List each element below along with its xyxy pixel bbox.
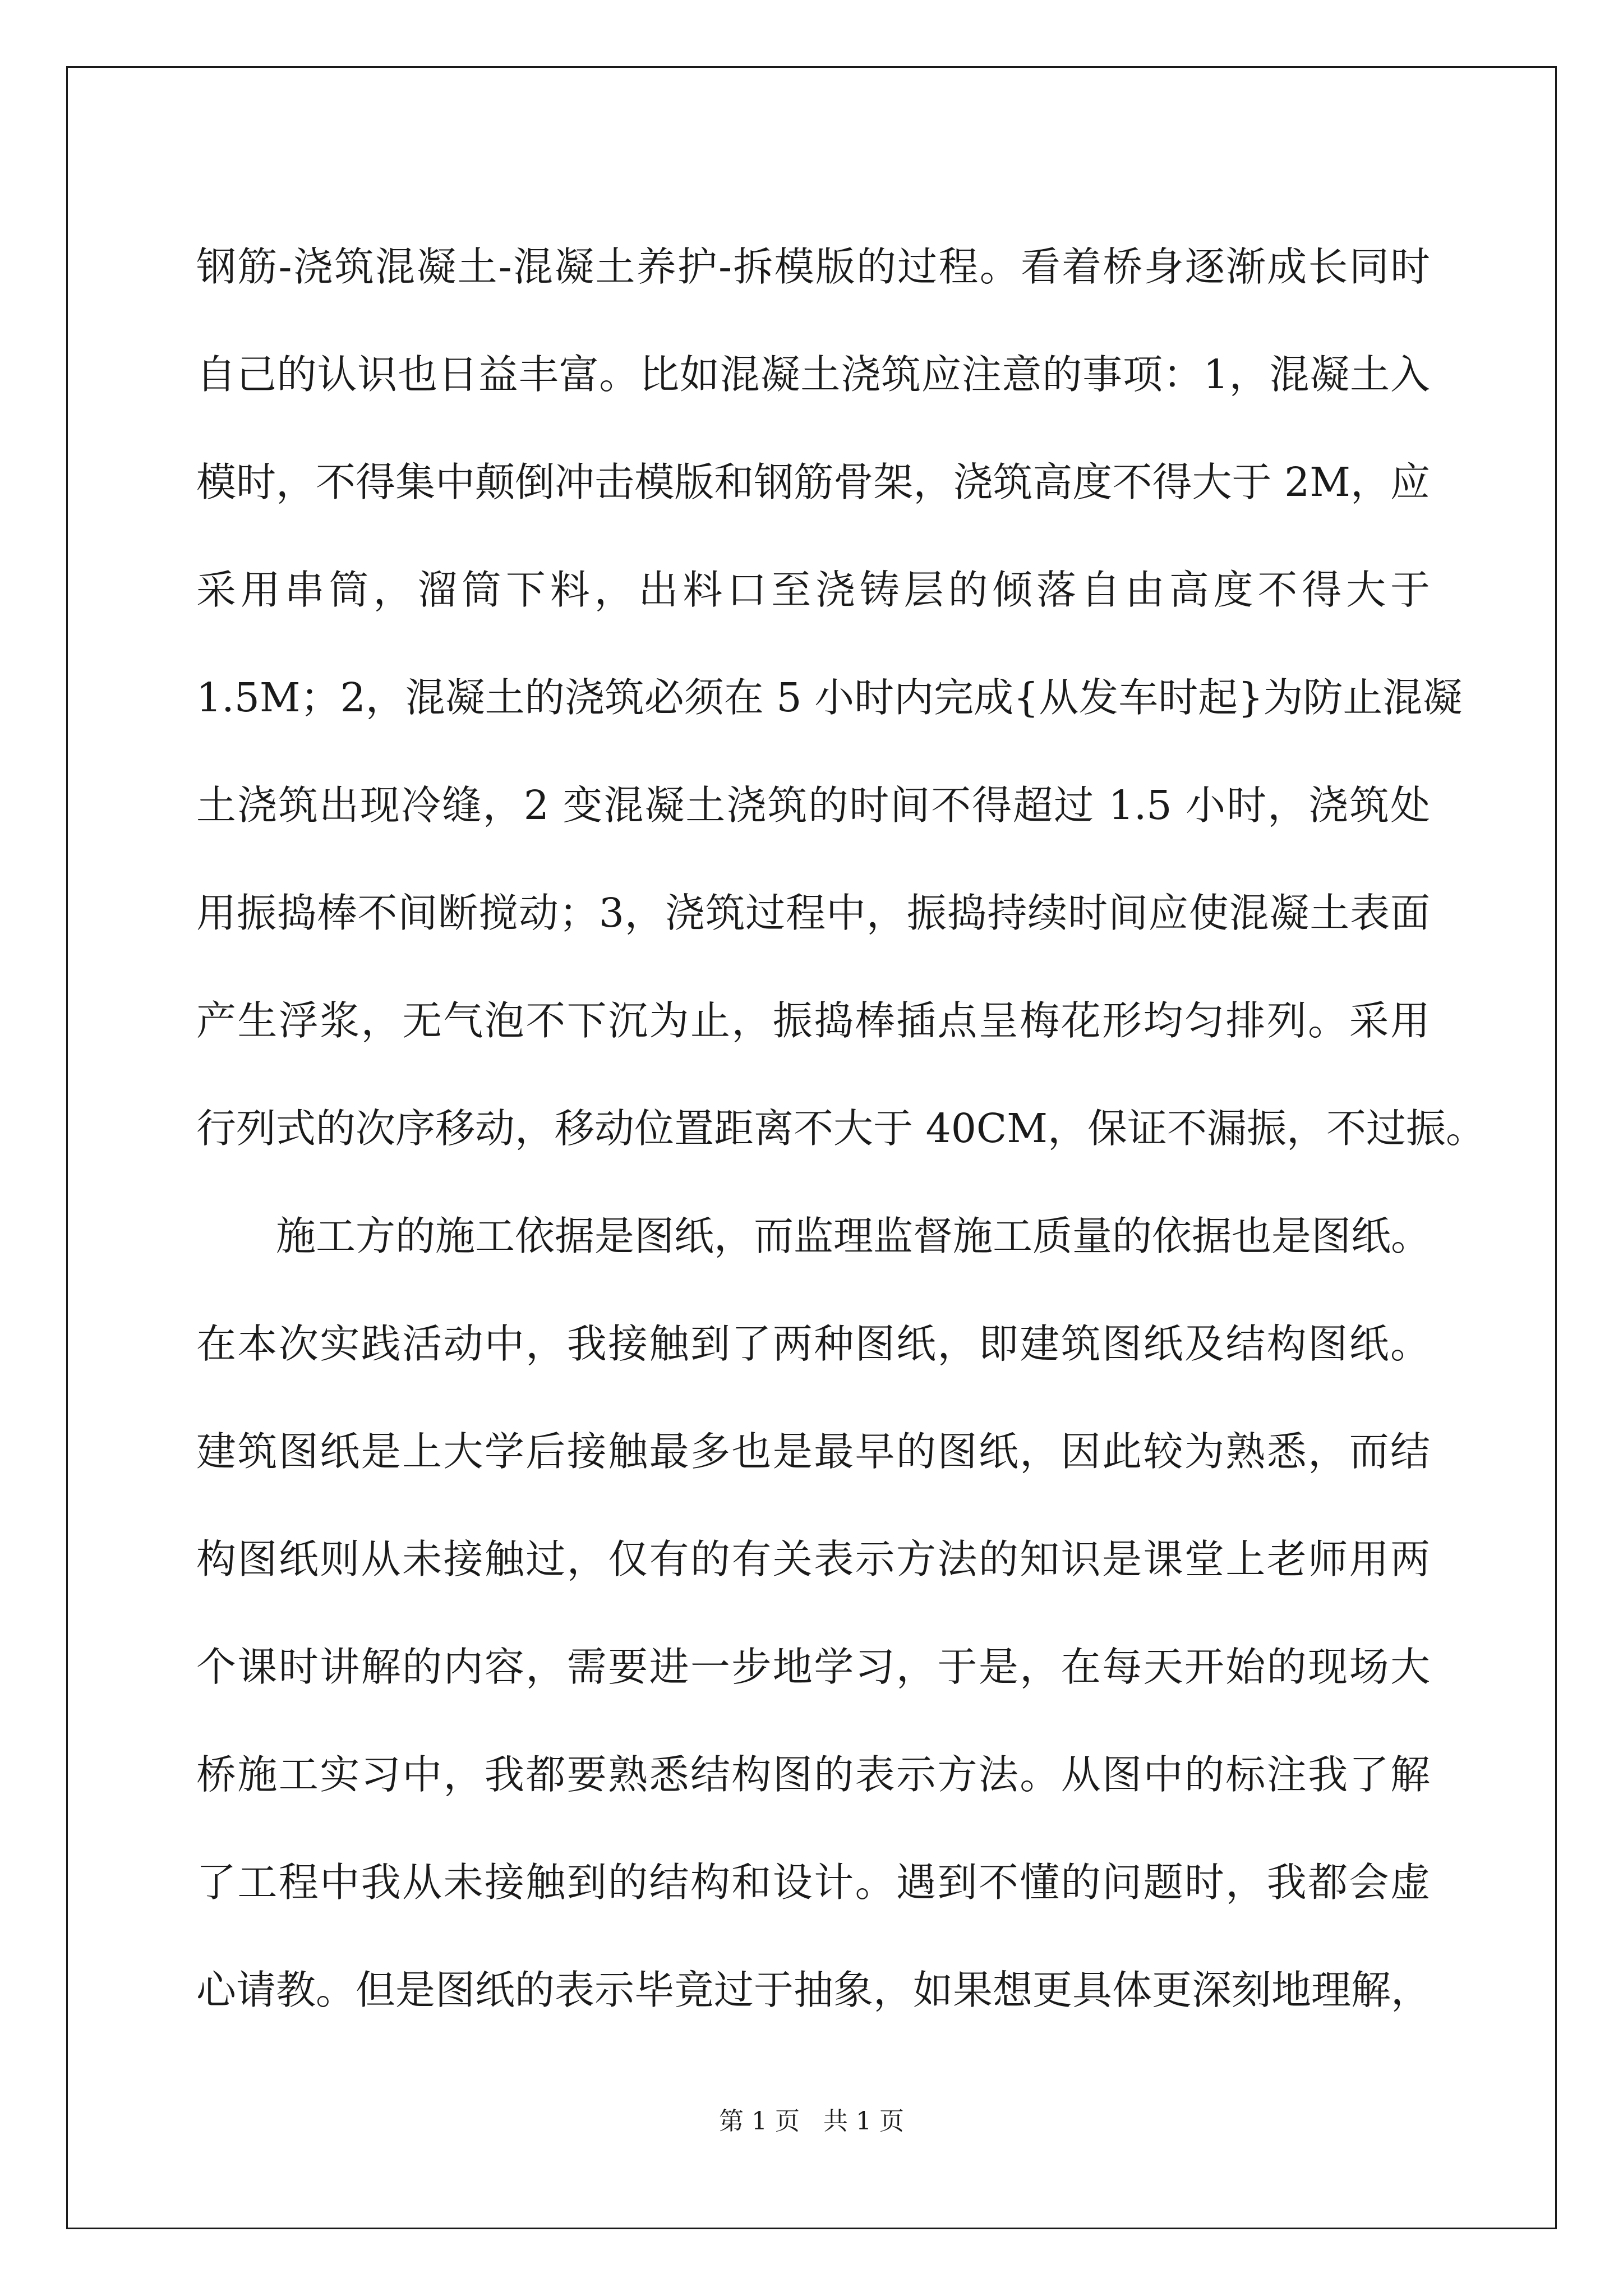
text-line: 土浇筑出现冷缝，2 变混凝土浇筑的时间不得超过 1.5 小时，浇筑处 [196,782,1430,829]
text-line: 桥施工实习中，我都要熟悉结构图的表示方法。从图中的标注我了解 [196,1751,1430,1798]
paragraph-start-line: 施工方的施工依据是图纸，而监理监督施工质量的依据也是图纸。 [276,1213,1431,1259]
text-line: 建筑图纸是上大学后接触最多也是最早的图纸，因此较为熟悉，而结 [196,1428,1430,1475]
text-line: 个课时讲解的内容，需要进一步地学习，于是，在每天开始的现场大 [196,1644,1430,1690]
text-line: 在本次实践活动中，我接触到了两种图纸，即建筑图纸及结构图纸。 [196,1320,1430,1367]
text-line: 1.5M；2，混凝土的浇筑必须在 5 小时内完成{从发车时起}为防止混凝 [196,674,1463,721]
text-line: 了工程中我从未接触到的结构和设计。遇到不懂的问题时，我都会虚 [196,1859,1430,1906]
text-line: 自己的认识也日益丰富。比如混凝土浇筑应注意的事项：1，混凝土入 [196,351,1430,398]
text-line: 采用串筒，溜筒下料，出料口至浇铸层的倾落自由高度不得大于 [196,567,1430,613]
text-line: 钢筋-浇筑混凝土-混凝土养护-拆模版的过程。看着桥身逐渐成长同时 [196,243,1430,290]
page-footer: 第 1 页 共 1 页 [719,2107,904,2136]
text-line: 产生浮浆，无气泡不下沉为止，振捣棒插点呈梅花形均匀排列。采用 [196,997,1430,1044]
text-line: 心请教。但是图纸的表示毕竟过于抽象，如果想更具体更深刻地理解， [196,1967,1431,2013]
document-body [196,213,1486,2044]
text-line: 用振捣棒不间断搅动；3，浇筑过程中，振捣持续时间应使混凝土表面 [196,890,1430,936]
text-line: 构图纸则从未接触过，仅有的有关表示方法的知识是课堂上老师用两 [196,1536,1430,1582]
paragraph-end-line: 行列式的次序移动，移动位置距离不大于 40CM，保证不漏振，不过振。 [196,1105,1486,1152]
text-line: 模时，不得集中颠倒冲击模版和钢筋骨架，浇筑高度不得大于 2M，应 [196,459,1430,505]
